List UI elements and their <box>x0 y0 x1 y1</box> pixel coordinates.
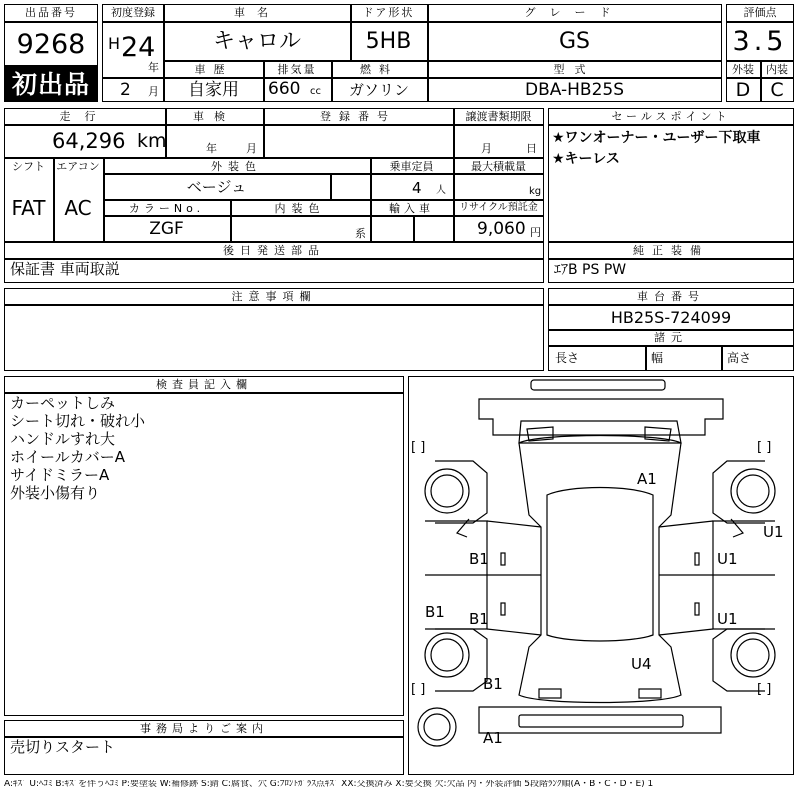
shift-value: FAT <box>11 196 46 220</box>
ac-label: エアコン <box>56 160 100 173</box>
mark-rear-bumper: A1 <box>483 729 503 747</box>
first-listing-badge: 初出品 <box>4 66 98 102</box>
mark-left-front-door: B1 <box>469 550 489 568</box>
inspection-label: 車検 <box>193 110 235 123</box>
chassis-value: HB25S-724099 <box>610 307 732 327</box>
width-label: 幅 <box>651 351 664 365</box>
max-load-unit: kg <box>529 186 542 197</box>
exterior-grade-label: 外装 <box>732 63 754 76</box>
registration-label: 初度登録 <box>111 6 155 19</box>
fuel-label: 燃料 <box>360 63 398 76</box>
lot-label: 出品番号 <box>25 6 77 19</box>
model-label: 型式 <box>553 63 596 76</box>
height-label: 高さ <box>727 351 752 365</box>
mark-left-side: B1 <box>425 603 445 621</box>
transfer-month-unit: 月 <box>481 142 492 155</box>
inspection-month-unit: 月 <box>246 142 257 155</box>
plate-label: 登録番号 <box>320 110 396 123</box>
bracket-front-right: [ ] <box>757 440 772 455</box>
transfer-day-unit: 日 <box>526 142 537 155</box>
door-value: 5HB <box>365 28 412 54</box>
registration-year: 24 <box>121 32 156 63</box>
damage-diagram <box>408 376 794 775</box>
recycle-label: リサイクル預託金 <box>459 202 538 213</box>
mark-rear-left: B1 <box>483 675 503 693</box>
inspector-line-2: シート切れ・破れ小 <box>10 412 146 430</box>
capacity-value: 4 <box>412 179 422 197</box>
later-items-label: 後日発送部品 <box>223 244 325 257</box>
mileage-value: 64,296 <box>52 129 126 153</box>
registration-era: H <box>108 34 121 53</box>
sales-point-1: ★ワンオーナー・ユーザー下取車 <box>552 130 761 146</box>
mark-left-rear-door: B1 <box>469 610 489 628</box>
door-label: ドア形状 <box>362 6 415 19</box>
car-name-label: 車名 <box>234 6 280 19</box>
exterior-color-value: ベージュ <box>186 177 247 196</box>
max-load-label: 最大積載量 <box>471 160 526 173</box>
transfer-label: 譲渡書類期限 <box>465 110 532 123</box>
registration-month: 2 <box>120 80 131 100</box>
history-value: 自家用 <box>188 79 239 100</box>
lot-number: 9268 <box>16 28 86 60</box>
displacement-label: 排気量 <box>277 63 317 76</box>
office-label: 事務局よりご案内 <box>140 722 268 735</box>
grade-value: GS <box>558 28 590 54</box>
inspector-line-6: 外装小傷有り <box>10 484 101 502</box>
inspection-year-unit: 年 <box>206 142 217 155</box>
exterior-color-label: 外装色 <box>211 160 262 173</box>
inspector-line-1: カーペットしみ <box>10 394 116 412</box>
capacity-label: 乗車定員 <box>389 160 434 173</box>
grade-label: グレード <box>524 6 625 19</box>
mark-right-front-door: U1 <box>717 550 738 568</box>
capacity-unit: 人 <box>436 185 446 196</box>
ac-value: AC <box>64 196 92 220</box>
exterior-grade-value: D <box>735 78 751 101</box>
interior-color-unit: 系 <box>355 227 366 240</box>
displacement-unit: cc <box>310 86 321 97</box>
mark-right-rear-door: U1 <box>717 610 738 628</box>
color-no-value: ZGF <box>149 218 184 239</box>
import-label: 輸入車 <box>389 202 434 215</box>
recycle-unit: 円 <box>530 226 541 239</box>
registration-year-unit: 年 <box>148 61 159 74</box>
car-outline <box>409 377 792 773</box>
bracket-front-left: [ ] <box>411 440 426 455</box>
registration-month-unit: 月 <box>148 85 159 98</box>
chassis-label: 車台番号 <box>637 290 705 303</box>
score-value: 3.5 <box>732 26 788 57</box>
model-value: DBA-HB25S <box>524 79 624 100</box>
displacement-value: 660 <box>268 79 301 99</box>
bracket-rear-right: [ ] <box>757 682 772 697</box>
mark-roof: A1 <box>637 470 657 488</box>
score-label: 評価点 <box>743 6 777 19</box>
inspector-line-5: サイドミラーA <box>10 466 110 484</box>
color-no-label: カラーNo. <box>128 202 205 215</box>
interior-grade-label: 内装 <box>766 63 788 76</box>
later-items-value: 保証書 車両取説 <box>10 260 120 278</box>
mark-right-side: U1 <box>763 523 784 541</box>
sales-label: セールスポイント <box>611 110 731 123</box>
length-label: 長さ <box>555 351 580 365</box>
inspector-label: 検査員記入欄 <box>156 378 252 391</box>
bracket-rear-left: [ ] <box>411 682 426 697</box>
dims-label: 諸元 <box>654 331 688 344</box>
shift-label: シフト <box>12 160 45 173</box>
office-value: 売切りスタート <box>10 738 116 756</box>
mark-rear-right: U4 <box>631 655 652 673</box>
interior-color-label: 内装色 <box>274 202 326 215</box>
car-name: キャロル <box>212 28 301 54</box>
inspector-line-4: ホイールカバーA <box>10 448 125 466</box>
equipment-label: 純正装備 <box>633 244 709 257</box>
recycle-value: 9,060 <box>477 219 526 239</box>
fuel-value: ガソリン <box>348 80 409 99</box>
history-label: 車歴 <box>194 63 233 76</box>
mileage-label: 走行 <box>59 110 110 123</box>
equipment-value: ｴｱB PS PW <box>554 262 627 278</box>
sales-point-2: ★キーレス <box>552 151 620 167</box>
inspector-line-3: ハンドルすれ大 <box>10 430 116 448</box>
notes-label: 注意事項欄 <box>231 290 317 303</box>
legend: A:ｷｽﾞ U:ﾍｺﾐ B:ｷｽﾞを伴うﾍｺﾐ P:要塗装 W:補修跡 S:錆 C:腐食、穴 G:ﾌﾛﾝﾄｶﾞﾗｽ点ｷｽﾞ XX:交換済み X:要交換 欠:欠品 内・外装評価 5段階ﾗﾝｸ順(A・B・C・D・E) 1 <box>4 780 654 789</box>
interior-grade-value: C <box>770 78 784 101</box>
mileage-unit: km <box>137 130 167 152</box>
